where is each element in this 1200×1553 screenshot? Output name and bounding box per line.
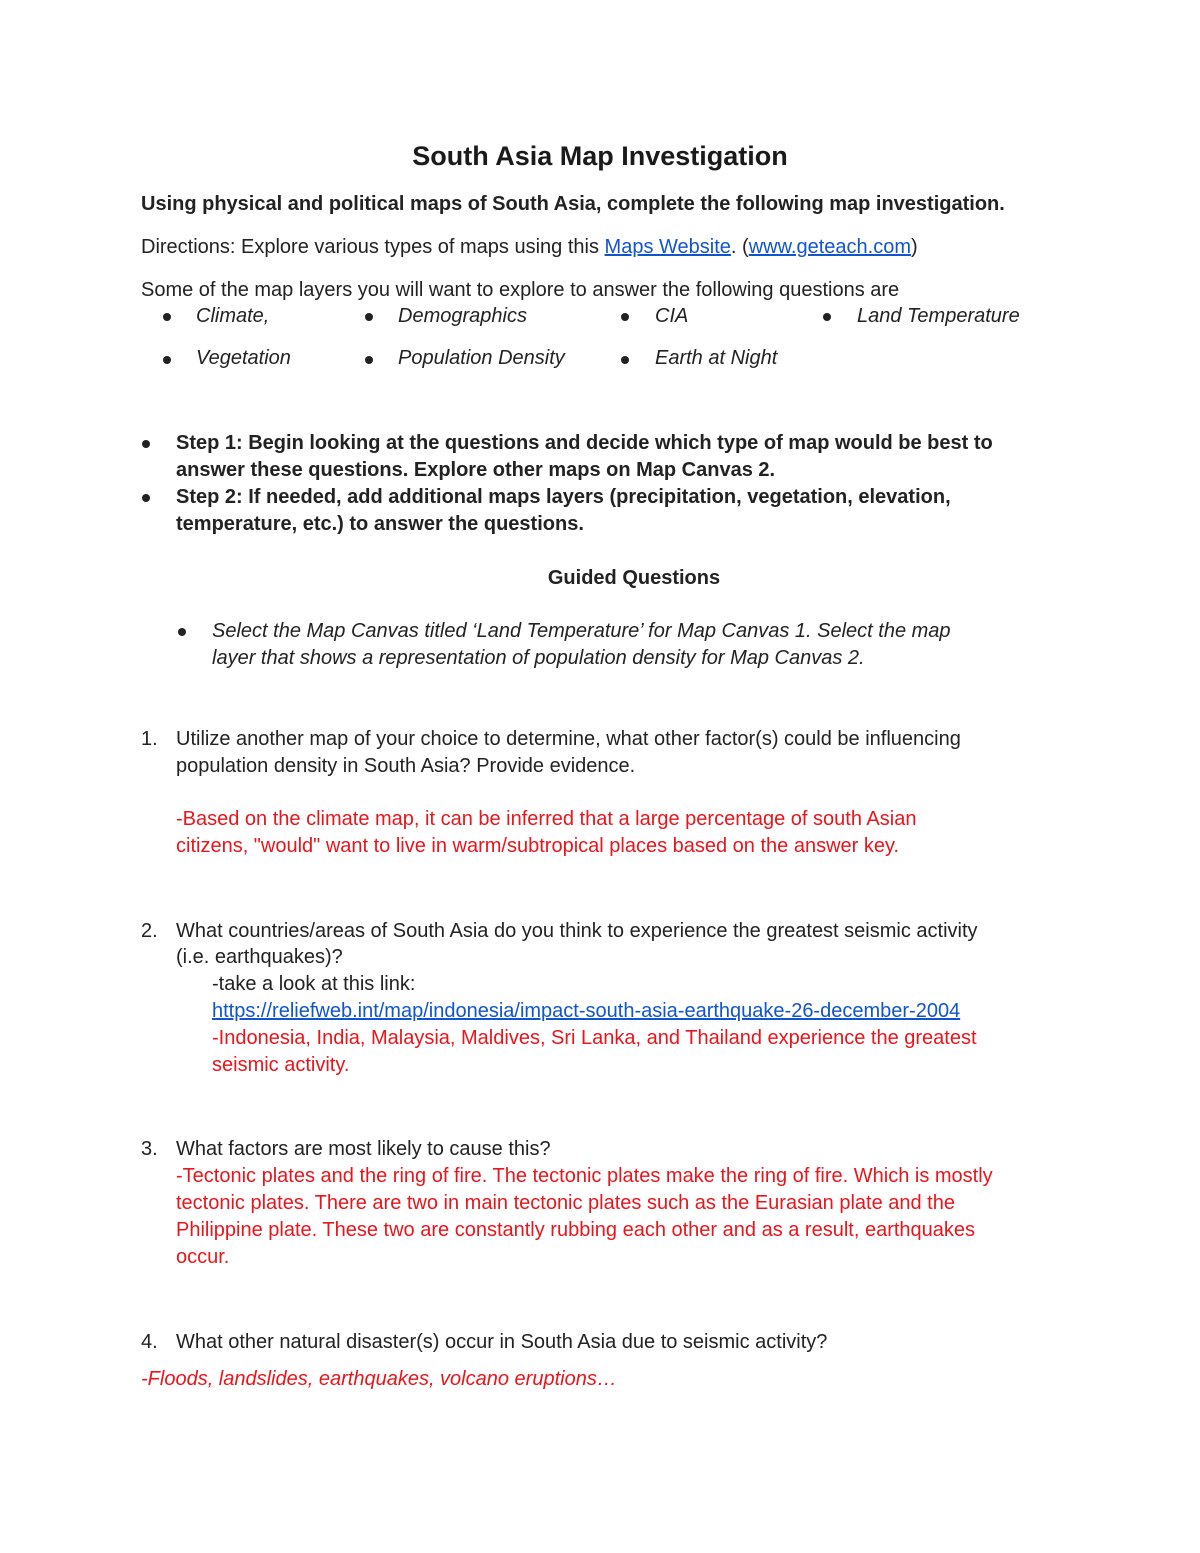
reliefweb-link[interactable]: https://reliefweb.int/map/indonesia/impact-south-asia-earthquake-26-december-2004 <box>212 1000 961 1022</box>
directions-middle: . ( <box>730 236 749 258</box>
bullet-icon <box>823 313 831 321</box>
directions-prefix: Directions: Explore various types of maps using this <box>141 236 605 258</box>
question-number: 1. <box>141 728 158 750</box>
layers-intro: Some of the map layers you will want to explore to answer the following questions are <box>141 279 900 301</box>
layer-item: Population Density <box>398 347 565 369</box>
bullet-icon <box>178 628 186 636</box>
bullet-icon <box>621 313 629 321</box>
subtitle: Using physical and political maps of South Asia, complete the following map investigation. <box>141 193 1005 215</box>
question-1-line-1: Utilize another map of your choice to determine, what other factor(s) could be influencing <box>176 728 961 750</box>
guided-note-line-2: layer that shows a representation of population density for Map Canvas 2. <box>212 647 865 669</box>
layer-item: Demographics <box>398 305 527 327</box>
step-2-line-1: Step 2: If needed, add additional maps layers (precipitation, vegetation, elevation, <box>176 486 951 508</box>
bullet-icon <box>163 356 171 364</box>
step-2-line-2: temperature, etc.) to answer the questions. <box>176 513 584 535</box>
layer-item: Climate, <box>196 305 270 327</box>
answer-2-line-1: -Indonesia, India, Malaysia, Maldives, Sri Lanka, and Thailand experience the greatest <box>212 1027 977 1049</box>
page-title: South Asia Map Investigation <box>412 141 788 171</box>
step-1-line-1: Step 1: Begin looking at the questions and decide which type of map would be best to <box>176 432 993 454</box>
geteach-link[interactable]: www.geteach.com <box>748 236 911 258</box>
answer-2-line-2: seismic activity. <box>212 1054 350 1076</box>
question-1-line-2: population density in South Asia? Provide evidence. <box>176 755 636 777</box>
guided-note-line-1: Select the Map Canvas titled ‘Land Temperature’ for Map Canvas 1. Select the map <box>212 620 951 642</box>
question-number: 2. <box>141 920 158 942</box>
guided-questions-heading: Guided Questions <box>547 567 721 589</box>
layer-item: Land Temperature <box>857 305 1020 327</box>
question-2-line-2: (i.e. earthquakes)? <box>176 946 343 968</box>
answer-3-line-4: occur. <box>176 1246 230 1268</box>
answer-1-line-1: -Based on the climate map, it can be inferred that a large percentage of south Asian <box>176 808 917 830</box>
answer-3-line-3: Philippine plate. These two are constantly rubbing each other and as a result, earthquakes <box>176 1219 976 1241</box>
layer-item: CIA <box>655 305 689 327</box>
question-number: 3. <box>141 1138 158 1160</box>
layer-item: Vegetation <box>196 347 291 369</box>
answer-4-line-1: -Floods, landslides, earthquakes, volcano eruptions… <box>141 1368 617 1390</box>
bullet-icon <box>621 356 629 364</box>
answer-3-line-1: -Tectonic plates and the ring of fire. The tectonic plates make the ring of fire. Which is mostly <box>176 1165 993 1187</box>
directions-suffix: ) <box>910 236 918 258</box>
answer-3-line-2: tectonic plates. There are two in main tectonic plates such as the Eurasian plate and the <box>176 1192 955 1214</box>
directions <box>141 236 918 259</box>
bullet-icon <box>365 356 373 364</box>
layer-item: Earth at Night <box>655 347 778 369</box>
question-2-line-1: What countries/areas of South Asia do you think to experience the greatest seismic activity <box>176 920 978 942</box>
bullet-icon <box>163 313 171 321</box>
question-4-line-1: What other natural disaster(s) occur in South Asia due to seismic activity? <box>176 1331 828 1353</box>
maps-website-link[interactable]: Maps Website <box>604 236 731 258</box>
bullet-icon <box>142 494 150 502</box>
step-1-line-2: answer these questions. Explore other maps on Map Canvas 2. <box>176 459 776 481</box>
question-number: 4. <box>141 1331 158 1353</box>
bullet-icon <box>365 313 373 321</box>
question-2-hint: -take a look at this link: <box>212 973 416 995</box>
bullet-icon <box>142 440 150 448</box>
answer-1-line-2: citizens, "would" want to live in warm/subtropical places based on the answer key. <box>176 835 900 857</box>
question-3-line-1: What factors are most likely to cause this? <box>176 1138 551 1160</box>
